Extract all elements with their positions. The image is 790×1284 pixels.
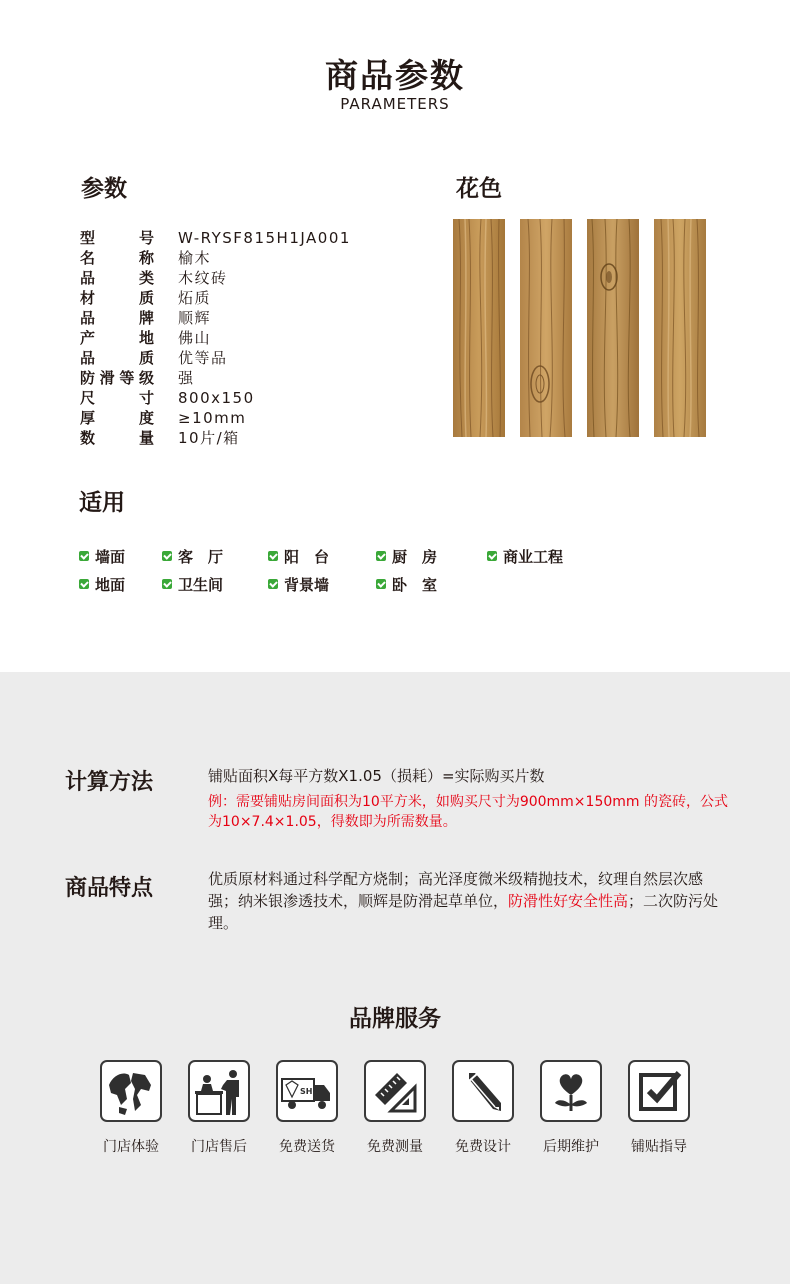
- param-label-char: 产: [80, 329, 96, 347]
- param-value: 木纹砖: [178, 269, 228, 287]
- param-label-char: 度: [138, 409, 154, 427]
- param-label-char: 品: [80, 309, 96, 327]
- param-label: [80, 228, 154, 248]
- param-row: [80, 268, 351, 288]
- param-label-char: 防: [80, 369, 96, 387]
- param-value: 榆木: [178, 249, 212, 267]
- param-value: 佛山: [178, 329, 212, 347]
- checklist-icon: [633, 1065, 685, 1117]
- usage-item: [162, 545, 223, 567]
- usage-label: 卧 室: [392, 575, 438, 594]
- usage-label: 客 厅: [178, 547, 224, 566]
- usage-item: [268, 545, 329, 567]
- param-label-char: 质: [138, 349, 154, 367]
- param-row: [80, 428, 351, 448]
- param-value: 优等品: [178, 349, 228, 367]
- param-value: 炻质: [178, 289, 212, 307]
- param-label-char: 类: [138, 269, 154, 287]
- param-value: 800x150: [178, 389, 255, 407]
- service-label: 免费测量: [367, 1139, 423, 1155]
- param-label-char: 厚: [80, 409, 96, 427]
- service-desk-icon: [193, 1065, 245, 1117]
- service-store-aftersales: [186, 1060, 252, 1156]
- usage-label: 阳 台: [284, 547, 330, 566]
- param-label-char: 尺: [80, 389, 96, 407]
- param-label: [80, 408, 154, 428]
- usage-item: [79, 545, 125, 567]
- param-row: [80, 348, 351, 368]
- param-label-char: 称: [138, 249, 154, 267]
- service-free-design: [450, 1060, 516, 1156]
- param-label-char: 地: [138, 329, 154, 347]
- services-heading: 品牌服务: [349, 1006, 441, 1032]
- param-row: [80, 368, 351, 388]
- param-value: ≥10mm: [178, 409, 247, 427]
- param-label-char: 级: [138, 369, 154, 387]
- param-row: [80, 288, 351, 308]
- usage-label: 墙面: [95, 547, 126, 566]
- param-label-char: 等: [119, 369, 135, 387]
- service-label: 免费设计: [455, 1139, 511, 1155]
- wood-plank-3: [587, 219, 639, 437]
- params-list: [80, 228, 351, 448]
- check-icon: [376, 579, 386, 589]
- globe-icon: [105, 1065, 157, 1117]
- param-value: 强: [178, 369, 195, 387]
- calc-example: 例：需要铺贴房间面积为10平方米，如购买尺寸为900mm×150mm 的瓷砖，公式为10×7.4×1.05，得数即为所需数量。: [208, 794, 728, 830]
- usage-label: 厨 房: [392, 547, 438, 566]
- usage-list: [79, 545, 719, 605]
- check-icon: [79, 579, 89, 589]
- param-label: [80, 288, 154, 308]
- usage-label: 地面: [95, 575, 126, 594]
- usage-item: [268, 573, 329, 595]
- check-icon: [162, 579, 172, 589]
- param-row: [80, 388, 351, 408]
- service-label: 后期维护: [543, 1139, 599, 1155]
- bottom-section: [0, 672, 790, 1284]
- param-label-char: 质: [138, 289, 154, 307]
- check-icon: [162, 551, 172, 561]
- check-icon: [268, 551, 278, 561]
- service-maintenance: [538, 1060, 604, 1156]
- color-swatches: [453, 219, 706, 437]
- usage-item: [162, 573, 223, 595]
- param-row: [80, 248, 351, 268]
- param-label-char: 材: [80, 289, 96, 307]
- param-label-char: 数: [80, 429, 96, 447]
- param-label-char: 品: [80, 349, 96, 367]
- param-label: [80, 328, 154, 348]
- calc-formula: 铺贴面积X每平方数X1.05（损耗）=实际购买片数: [208, 767, 545, 785]
- param-label-char: 滑: [99, 369, 115, 387]
- param-label-char: 品: [80, 269, 96, 287]
- service-store-experience: [98, 1060, 164, 1156]
- check-icon: [79, 551, 89, 561]
- ruler-icon: [369, 1065, 421, 1117]
- param-label-char: 型: [80, 229, 96, 247]
- features-text-part: ；二次防污处理。: [208, 892, 719, 932]
- param-label: [80, 268, 154, 288]
- param-label-char: 号: [138, 229, 154, 247]
- features-highlight: 防滑性好安全性高: [508, 892, 629, 910]
- features-text: [208, 868, 728, 934]
- usage-item: [79, 573, 125, 595]
- param-label: [80, 348, 154, 368]
- param-value: 10片/箱: [178, 429, 240, 447]
- param-label-char: 寸: [138, 389, 154, 407]
- page-title: 商品参数: [325, 56, 465, 95]
- param-row: [80, 408, 351, 428]
- service-label: 铺贴指导: [631, 1139, 687, 1155]
- service-label: 门店体验: [103, 1139, 159, 1155]
- usage-label: 卫生间: [178, 575, 224, 594]
- service-install-guide: [626, 1060, 692, 1156]
- svg-text:SH: SH: [300, 1087, 313, 1096]
- delivery-truck-icon: [280, 1065, 334, 1117]
- param-row: [80, 328, 351, 348]
- features-text-part: 优质原材料通过科学配方烧制；高光泽度微米级精抛技术，纹理自然层次感强；纳米银渗透技术，顺辉是防滑起草单位，: [208, 870, 704, 910]
- wood-plank-4: [654, 219, 706, 437]
- param-label-char: 量: [138, 429, 154, 447]
- param-value: W-RYSF815H1JA001: [178, 229, 351, 247]
- heart-plant-icon: [545, 1065, 597, 1117]
- page-subtitle: PARAMETERS: [340, 95, 450, 113]
- param-row: [80, 228, 351, 248]
- param-label: [80, 368, 154, 388]
- param-label: [80, 428, 154, 448]
- pencil-icon: [457, 1065, 509, 1117]
- usage-label: 商业工程: [503, 547, 564, 566]
- usage-label: 背景墙: [284, 575, 330, 594]
- param-label-char: 名: [80, 249, 96, 267]
- param-label: [80, 248, 154, 268]
- usage-item: [376, 573, 437, 595]
- service-label: 门店售后: [191, 1139, 247, 1155]
- param-label: [80, 388, 154, 408]
- service-free-measure: [362, 1060, 428, 1156]
- wood-plank-1: [453, 219, 505, 437]
- wood-plank-2: [520, 219, 572, 437]
- param-row: [80, 308, 351, 328]
- params-heading: 参数: [81, 176, 127, 202]
- param-label: [80, 308, 154, 328]
- usage-heading: 适用: [79, 490, 125, 516]
- usage-item: [487, 545, 563, 567]
- check-icon: [487, 551, 497, 561]
- check-icon: [376, 551, 386, 561]
- service-free-delivery: [274, 1060, 340, 1156]
- calc-heading: 计算方法: [65, 770, 154, 795]
- features-heading: 商品特点: [65, 876, 154, 901]
- param-label-char: 牌: [138, 309, 154, 327]
- check-icon: [268, 579, 278, 589]
- usage-item: [376, 545, 437, 567]
- color-heading: 花色: [456, 176, 502, 202]
- param-value: 顺辉: [178, 309, 212, 327]
- service-label: 免费送货: [279, 1139, 335, 1155]
